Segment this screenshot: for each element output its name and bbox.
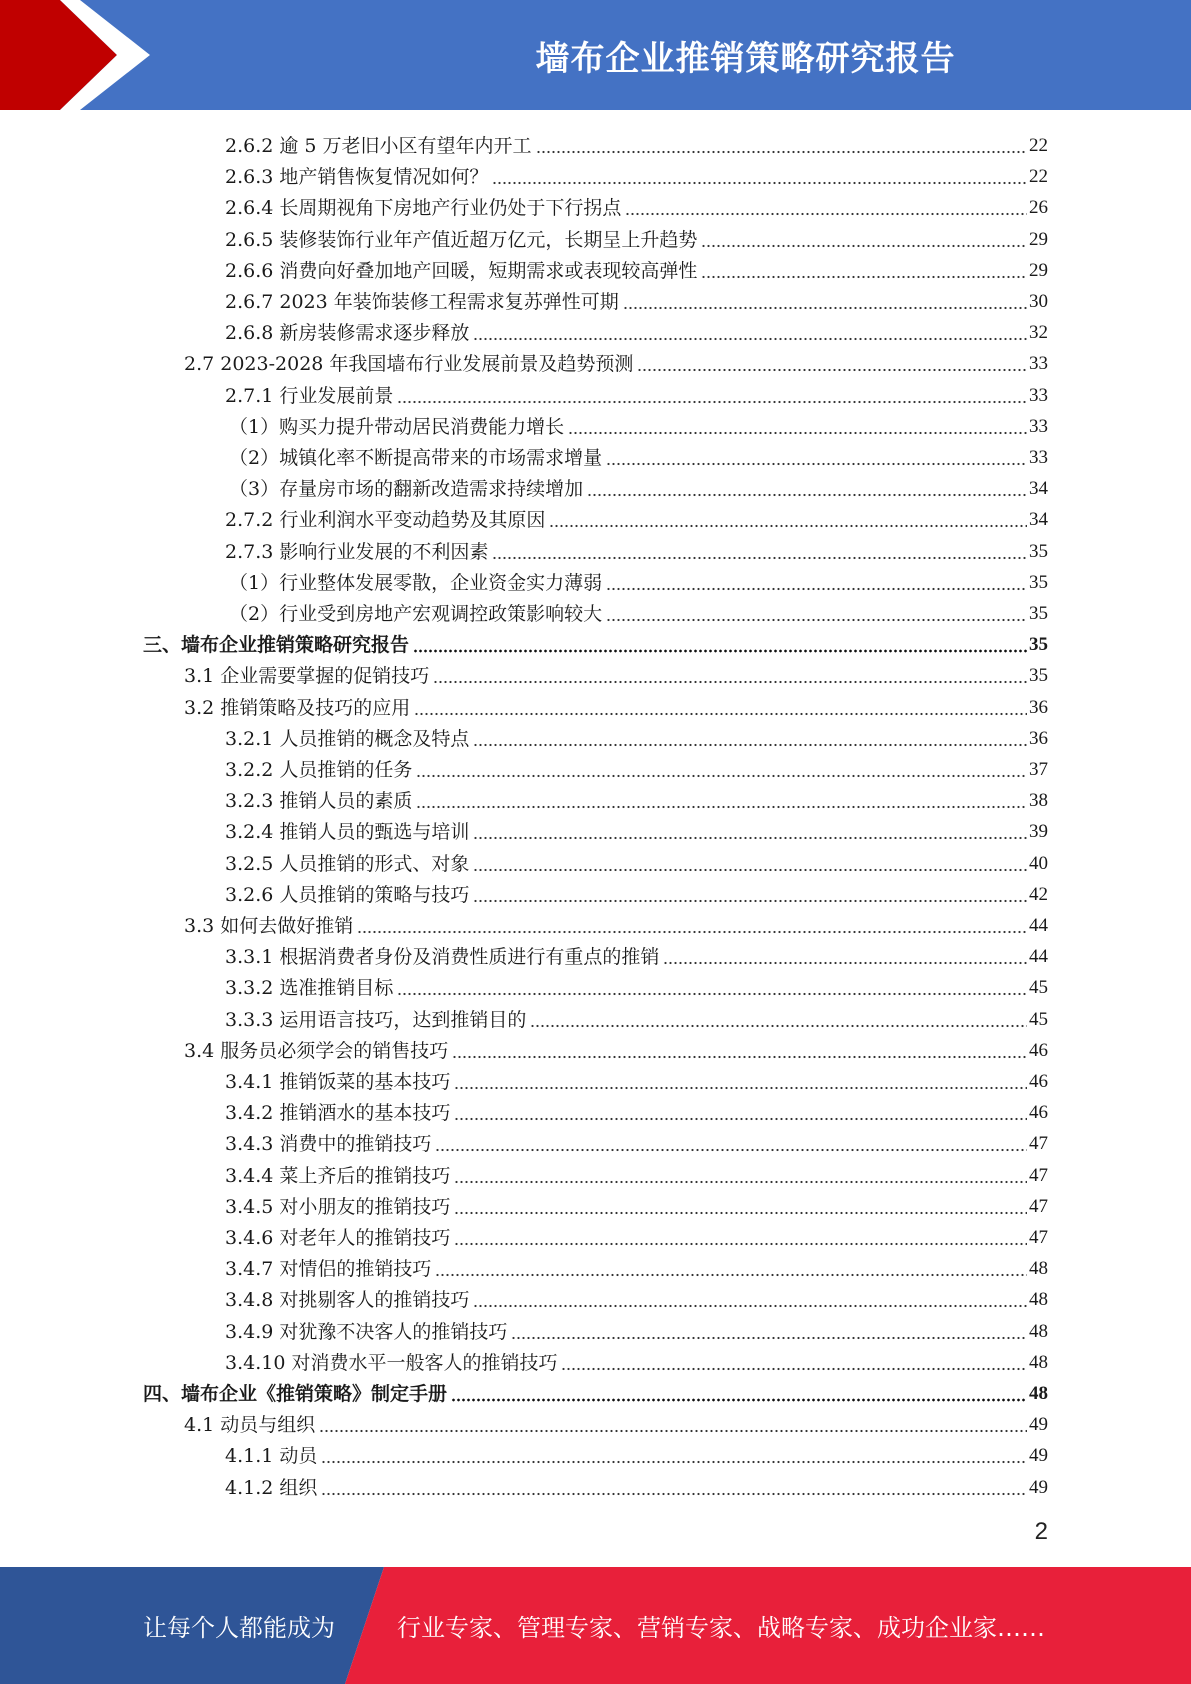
toc-entry-page: 44 — [1029, 946, 1048, 968]
toc-entry-page: 49 — [1029, 1414, 1048, 1436]
toc-dot-leader — [623, 293, 1027, 310]
toc-entry-page: 35 — [1029, 634, 1048, 656]
toc-entry-label: 2.7.1 行业发展前景 — [225, 384, 394, 407]
page-header — [0, 0, 1191, 110]
toc-dot-leader — [549, 511, 1027, 528]
toc-entry[interactable] — [225, 1219, 1048, 1250]
toc-entry[interactable] — [225, 158, 1048, 189]
toc-entry[interactable] — [225, 1063, 1048, 1094]
toc-entry-label: 4.1 动员与组织 — [184, 1414, 316, 1437]
footer-slogan-right: 行业专家、管理专家、营销专家、战略专家、成功企业家…… — [397, 1614, 1045, 1642]
toc-entry-page: 34 — [1029, 478, 1048, 500]
toc-entry-page: 39 — [1029, 821, 1048, 843]
toc-entry-page: 45 — [1029, 977, 1048, 999]
toc-entry-page: 35 — [1029, 665, 1048, 687]
toc-entry-label: 3.4.1 推销饭菜的基本技巧 — [225, 1071, 451, 1093]
toc-entry[interactable] — [225, 377, 1048, 408]
toc-entry-label: 3.1 企业需要掌握的促销技巧 — [184, 665, 430, 688]
toc-entry-page: 49 — [1029, 1445, 1048, 1467]
toc-entry-label: （1）购买力提升带动居民消费能力增长 — [229, 415, 565, 438]
toc-entry[interactable] — [225, 845, 1048, 876]
toc-dot-leader — [606, 449, 1027, 466]
toc-entry-label: 3.4.10 对消费水平一般客人的推销技巧 — [225, 1351, 558, 1374]
toc-dot-leader — [416, 761, 1027, 778]
toc-entry-label: 2.6.8 新房装修需求逐步释放 — [225, 322, 470, 345]
toc-entry[interactable] — [229, 470, 1048, 501]
toc-entry-label: 3.2.1 人员推销的概念及特点 — [225, 727, 470, 750]
toc-entry-label: 4.1.2 组织 — [225, 1476, 318, 1499]
toc-entry-page: 48 — [1029, 1320, 1048, 1342]
toc-dot-leader — [606, 605, 1027, 622]
toc-entry-page: 38 — [1029, 790, 1048, 812]
toc-entry-label: 3.4 服务员必须学会的销售技巧 — [184, 1039, 449, 1062]
toc-entry-label: 3.4.7 对情侣的推销技巧 — [225, 1258, 432, 1281]
toc-dot-leader — [663, 948, 1027, 965]
toc-dot-leader — [473, 886, 1027, 903]
toc-entry[interactable] — [225, 1157, 1048, 1188]
toc-entry-label: （2）城镇化率不断提高带来的市场需求增量 — [229, 447, 603, 469]
toc-dot-leader — [473, 1291, 1027, 1308]
toc-dot-leader — [511, 1323, 1027, 1340]
toc-entry-page: 47 — [1029, 1164, 1048, 1186]
toc-entry-label: 2.6.3 地产销售恢复情况如何？ — [225, 166, 489, 189]
toc-entry-label: 3.4.2 推销酒水的基本技巧 — [225, 1102, 451, 1125]
toc-entry-label: 3.2.3 推销人员的素质 — [225, 790, 413, 813]
toc-entry-page: 34 — [1029, 509, 1048, 531]
report-title: 墙布企业推销策略研究报告 — [535, 38, 956, 79]
toc-entry[interactable] — [225, 1001, 1048, 1032]
toc-entry[interactable] — [225, 189, 1048, 220]
toc-entry-label: 3.2.4 推销人员的甄选与培训 — [225, 821, 470, 844]
toc-dot-leader — [606, 574, 1027, 591]
toc-entry[interactable] — [225, 876, 1048, 907]
toc-entry-label: （3）存量房市场的翻新改造需求持续增加 — [229, 478, 584, 501]
toc-entry-page: 33 — [1029, 384, 1048, 406]
toc-entry-page: 37 — [1029, 759, 1048, 780]
toc-entry-page: 35 — [1029, 571, 1048, 593]
toc-dot-leader — [454, 1104, 1027, 1121]
toc-entry-page: 33 — [1029, 415, 1048, 437]
toc-entry-page: 22 — [1029, 135, 1048, 156]
toc-entry[interactable] — [225, 751, 1048, 782]
toc-entry-label: 三、墙布企业推销策略研究报告 — [143, 634, 410, 657]
toc-dot-leader — [492, 543, 1027, 560]
toc-entry[interactable] — [225, 1313, 1048, 1344]
toc-dot-leader — [397, 387, 1027, 404]
toc-dot-leader — [454, 1198, 1027, 1215]
toc-entry-label: 3.4.9 对犹豫不决客人的推销技巧 — [225, 1320, 508, 1343]
toc-entry-page: 32 — [1029, 322, 1048, 344]
toc-dot-leader — [454, 1229, 1027, 1246]
toc-entry[interactable] — [225, 1125, 1048, 1156]
toc-entry-label: 3.2 推销策略及技巧的应用 — [184, 696, 411, 719]
toc-entry-page: 46 — [1029, 1039, 1048, 1061]
toc-entry[interactable] — [225, 938, 1048, 969]
toc-entry-page: 35 — [1029, 603, 1048, 624]
toc-dot-leader — [321, 1479, 1027, 1496]
toc-entry-label: 2.7.2 行业利润水平变动趋势及其原因 — [225, 509, 546, 532]
toc-entry-label: 2.6.5 装修装饰行业年产值近超万亿元，长期呈上升趋势 — [225, 228, 698, 251]
toc-entry-page: 36 — [1029, 696, 1048, 718]
toc-dot-leader — [701, 231, 1027, 248]
toc-entry-page: 45 — [1029, 1008, 1048, 1030]
toc-dot-leader — [435, 1260, 1027, 1277]
toc-dot-leader — [587, 480, 1027, 497]
toc-entry[interactable] — [225, 1344, 1048, 1375]
toc-entry-page: 36 — [1029, 727, 1048, 749]
toc-entry[interactable] — [229, 439, 1048, 470]
toc-entry-label: 3.4.5 对小朋友的推销技巧 — [225, 1195, 451, 1218]
toc-entry-page: 33 — [1029, 447, 1048, 468]
page-number: 2 — [1034, 1518, 1048, 1545]
toc-entry[interactable] — [225, 283, 1048, 314]
toc-entry-page: 29 — [1029, 228, 1048, 250]
toc-dot-leader — [561, 1354, 1027, 1371]
toc-entry-page: 30 — [1029, 291, 1048, 312]
toc-entry-label: 四、墙布企业《推销策略》制定手册 — [143, 1383, 448, 1405]
toc-entry-label: 3.4.6 对老年人的推销技巧 — [225, 1227, 451, 1249]
toc-dot-leader — [568, 418, 1027, 435]
toc-entry-page: 40 — [1029, 852, 1048, 874]
toc-entry[interactable] — [225, 813, 1048, 844]
toc-entry[interactable] — [225, 1094, 1048, 1125]
header-arrow-decoration — [0, 0, 160, 110]
footer-slogan-left: 让每个人都能成为 — [143, 1614, 335, 1642]
toc-entry-label: 3.2.5 人员推销的形式、对象 — [225, 852, 470, 875]
toc-dot-leader — [413, 636, 1027, 653]
toc-entry-page: 48 — [1029, 1289, 1048, 1311]
toc-entry-page: 22 — [1029, 166, 1048, 188]
toc-entry[interactable] — [225, 127, 1048, 158]
toc-entry[interactable] — [225, 221, 1048, 252]
toc-dot-leader — [637, 355, 1027, 372]
toc-dot-leader — [625, 199, 1027, 216]
toc-entry-label: 2.6.4 长周期视角下房地产行业仍处于下行拐点 — [225, 197, 622, 220]
toc-entry[interactable] — [225, 1469, 1048, 1500]
toc-entry[interactable] — [225, 1250, 1048, 1281]
toc-entry[interactable] — [184, 1406, 1048, 1437]
toc-dot-leader — [416, 792, 1027, 809]
toc-entry[interactable] — [225, 1188, 1048, 1219]
toc-entry[interactable] — [184, 907, 1048, 938]
toc-entry-label: 3.2.2 人员推销的任务 — [225, 759, 413, 781]
toc-dot-leader — [454, 1167, 1027, 1184]
toc-dot-leader — [473, 324, 1027, 341]
toc-entry[interactable] — [229, 595, 1048, 626]
toc-entry-page: 33 — [1029, 353, 1048, 375]
toc-dot-leader — [530, 1011, 1027, 1028]
toc-entry[interactable] — [143, 1375, 1048, 1406]
toc-entry-page: 46 — [1029, 1102, 1048, 1124]
toc-entry-page: 42 — [1029, 883, 1048, 905]
toc-entry[interactable] — [225, 782, 1048, 813]
toc-entry-page: 46 — [1029, 1071, 1048, 1092]
toc-dot-leader — [452, 1042, 1027, 1059]
toc-dot-leader — [433, 667, 1027, 684]
toc-entry-label: 2.7 2023-2028 年我国墙布行业发展前景及趋势预测 — [184, 353, 634, 376]
toc-entry[interactable] — [225, 533, 1048, 564]
toc-entry[interactable] — [184, 1032, 1048, 1063]
toc-dot-leader — [397, 979, 1027, 996]
toc-dot-leader — [414, 699, 1027, 716]
toc-entry[interactable] — [225, 314, 1048, 345]
toc-entry-label: 3.4.3 消费中的推销技巧 — [225, 1133, 432, 1156]
toc-dot-leader — [473, 855, 1027, 872]
page-footer — [0, 1567, 1191, 1684]
toc-entry[interactable] — [225, 1281, 1048, 1312]
toc-entry-label: 2.6.2 逾 5 万老旧小区有望年内开工 — [225, 135, 532, 157]
toc-entry-label: 2.6.6 消费向好叠加地产回暖，短期需求或表现较高弹性 — [225, 259, 698, 282]
toc-dot-leader — [473, 730, 1027, 747]
toc-entry-label: 3.3 如何去做好推销 — [184, 915, 354, 937]
toc-dot-leader — [701, 262, 1027, 279]
toc-entry[interactable] — [225, 969, 1048, 1000]
toc-dot-leader — [321, 1447, 1027, 1464]
toc-entry-page: 47 — [1029, 1227, 1048, 1248]
toc-entry-label: 2.7.3 影响行业发展的不利因素 — [225, 540, 489, 563]
toc-dot-leader — [536, 137, 1027, 154]
toc-entry-page: 48 — [1029, 1351, 1048, 1373]
toc-entry-label: 3.3.3 运用语言技巧，达到推销目的 — [225, 1008, 527, 1031]
toc-entry[interactable] — [225, 720, 1048, 751]
toc-entry-page: 47 — [1029, 1133, 1048, 1155]
toc-entry-label: 3.2.6 人员推销的策略与技巧 — [225, 883, 470, 906]
toc-entry-label: 2.6.7 2023 年装饰装修工程需求复苏弹性可期 — [225, 291, 619, 313]
toc-entry[interactable] — [229, 564, 1048, 595]
toc-entry-label: 4.1.1 动员 — [225, 1445, 318, 1468]
toc-entry-label: （1）行业整体发展零散，企业资金实力薄弱 — [229, 571, 603, 594]
toc-entry-label: 3.4.8 对挑剔客人的推销技巧 — [225, 1289, 470, 1312]
toc-entry[interactable] — [225, 501, 1048, 532]
toc-entry[interactable] — [184, 657, 1048, 688]
toc-entry-page: 26 — [1029, 197, 1048, 219]
toc-entry-label: （2）行业受到房地产宏观调控政策影响较大 — [229, 603, 603, 625]
toc-entry-page: 49 — [1029, 1476, 1048, 1498]
toc-entry-label: 3.4.4 菜上齐后的推销技巧 — [225, 1164, 451, 1187]
toc-entry-page: 48 — [1029, 1258, 1048, 1280]
toc-entry-label: 3.3.1 根据消费者身份及消费性质进行有重点的推销 — [225, 946, 660, 969]
toc-dot-leader — [454, 1073, 1027, 1090]
toc-dot-leader — [492, 168, 1027, 185]
toc-entry-page: 35 — [1029, 540, 1048, 562]
toc-entry[interactable] — [184, 345, 1048, 376]
toc-dot-leader — [319, 1416, 1027, 1433]
toc-dot-leader — [435, 1135, 1027, 1152]
toc-entry[interactable] — [229, 408, 1048, 439]
toc-entry[interactable] — [225, 1437, 1048, 1468]
toc-entry[interactable] — [184, 689, 1048, 720]
toc-entry-page: 47 — [1029, 1195, 1048, 1217]
toc-entry-page: 44 — [1029, 915, 1048, 936]
toc-dot-leader — [473, 823, 1027, 840]
toc-entry-label: 3.3.2 选准推销目标 — [225, 977, 394, 1000]
toc-entry[interactable] — [225, 252, 1048, 283]
toc-dot-leader — [451, 1385, 1027, 1402]
toc-entry-page: 29 — [1029, 259, 1048, 281]
toc-entry-page: 48 — [1029, 1383, 1048, 1404]
toc-entry[interactable] — [143, 626, 1048, 657]
toc-dot-leader — [357, 917, 1027, 934]
